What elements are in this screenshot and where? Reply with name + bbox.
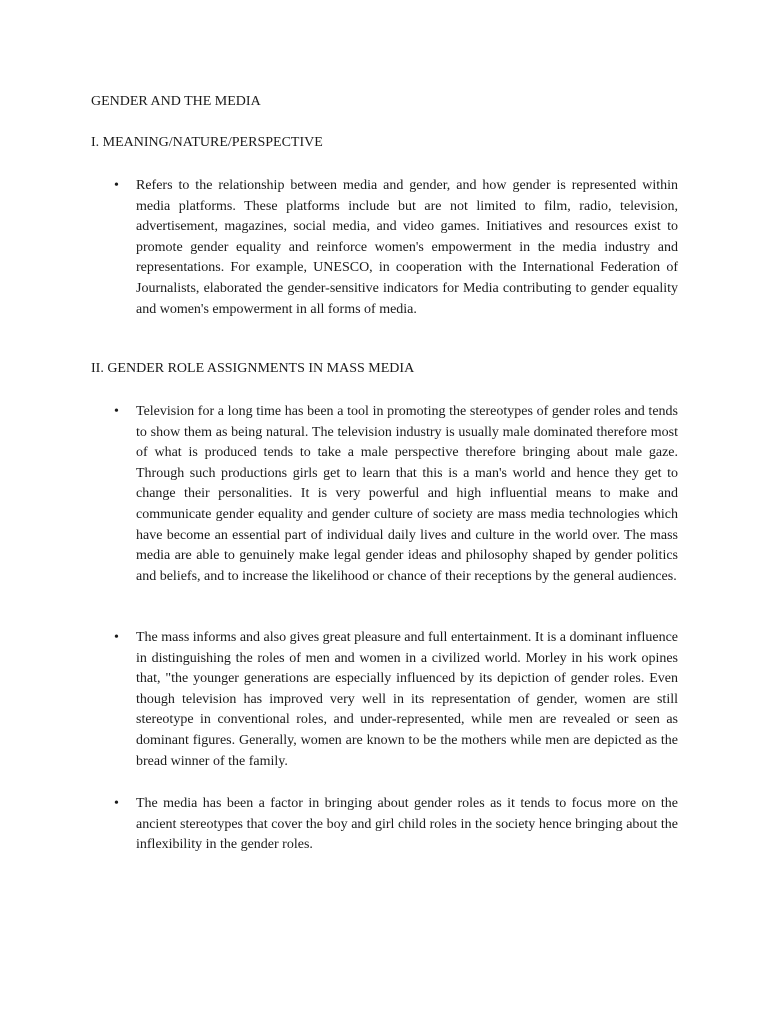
section-heading-meaning: I. MEANING/NATURE/PERSPECTIVE bbox=[91, 135, 323, 150]
bullet-paragraph-mass-informs: The mass informs and also gives great pleasure and full entertainment. It is a dominant influence in distinguishing the roles of men and women in a civilized world. Morley in his work opines that, "the younger generations are especially influenced by its depiction of gender roles. Even though television has improved very well in its representation of gender, women are still stereotype in conventional roles, and under-represented, while men are revealed or seen as dominant figures. Generally, women are known to be the mothers while men are depicted as the bread winner of the family. bbox=[136, 630, 678, 769]
bullet-paragraph-television: Television for a long time has been a tool in promoting the stereotypes of gender roles and tends to show them as being natural. The television industry is usually male dominated therefore most of what is produced tends to take a male perspective therefore bringing about male gaze. Through such productions girls get to learn that this is a man's world and hence they get to change their personalities. It is very powerful and high influential means to make and communicate gender equality and gender culture of society are mass media technologies which have become an essential part of individual daily lives and culture in the world over. The mass media are able to genuinely make legal gender ideas and philosophy shaped by gender politics and beliefs, and to increase the likelihood or chance of their receptions by the general audiences. bbox=[136, 404, 678, 584]
bullet-icon: • bbox=[114, 630, 119, 645]
document-title: GENDER AND THE MEDIA bbox=[91, 94, 261, 109]
bullet-icon: • bbox=[114, 404, 119, 419]
bullet-icon: • bbox=[114, 796, 119, 811]
bullet-icon: • bbox=[114, 178, 119, 193]
bullet-paragraph-definition: Refers to the relationship between media and gender, and how gender is represented within media platforms. These platforms include but are not limited to film, radio, television, advertisement, magazines, social media, and video games. Initiatives and resources exist to promote gender equality and reinforce women's empowerment in the media industry and representations. For example, UNESCO, in cooperation with the International Federation of Journalists, elaborated the gender-sensitive indicators for Media contributing to gender equality and women's empowerment in all forms of media. bbox=[136, 178, 678, 317]
section-heading-gender-roles: II. GENDER ROLE ASSIGNMENTS IN MASS MEDIA bbox=[91, 361, 415, 376]
bullet-paragraph-media-factor: The media has been a factor in bringing about gender roles as it tends to focus more on the ancient stereotypes that cover the boy and girl child roles in the society hence bringing about the inflexibility in the gender roles. bbox=[136, 796, 678, 853]
